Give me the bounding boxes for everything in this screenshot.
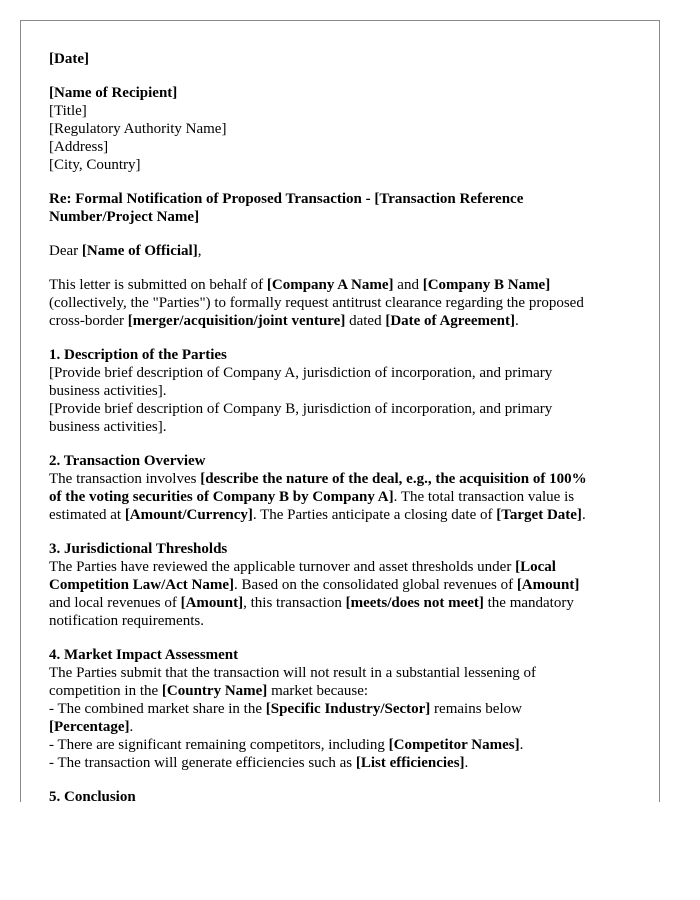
global-revenue-amount: [Amount]: [516, 577, 580, 593]
competitor-names: [Competitor Names]: [388, 737, 520, 753]
transaction-type: [merger/acquisition/joint venture]: [127, 313, 346, 329]
section-heading: 1. Description of the Parties: [49, 347, 227, 363]
plain-text: - There are significant remaining competitors, including: [49, 737, 389, 753]
bullet-item: [49, 700, 639, 718]
intro-line-1: [49, 276, 639, 294]
deal-description: of the voting securities of Company B by Company A]: [49, 489, 394, 505]
section-text: [Provide brief description of Company B, jurisdiction of incorporation, and primary: [49, 401, 553, 417]
competition-law-name: Competition Law/Act Name]: [49, 577, 234, 593]
plain-text: . Based on the consolidated global revenues of: [233, 577, 517, 593]
local-revenue-amount: [Amount]: [180, 595, 244, 611]
plain-text: . The Parties anticipate a closing date of: [252, 507, 497, 523]
section-market-impact: [49, 646, 639, 772]
plain-text: - The combined market share in the: [49, 701, 266, 717]
date-block: [49, 50, 639, 68]
subject-line: [49, 190, 639, 226]
intro-text: dated: [345, 313, 386, 329]
plain-text: The Parties have reviewed the applicable turnover and asset thresholds under: [49, 559, 516, 575]
section-text: [49, 576, 639, 594]
section-transaction-overview: [49, 452, 639, 524]
section-text: business activities].: [49, 419, 167, 435]
section-text: business activities].: [49, 383, 167, 399]
section-text: [49, 506, 639, 524]
recipient-name: [Name of Recipient]: [49, 85, 178, 101]
section-parties: [49, 346, 639, 436]
intro-line-3: [49, 312, 639, 330]
official-name: [Name of Official]: [81, 243, 198, 259]
subject-line-2: Number/Project Name]: [49, 209, 200, 225]
competition-law-name: [Local: [515, 559, 556, 575]
section-heading: 5. Conclusion: [49, 789, 136, 802]
industry-sector: [Specific Industry/Sector]: [265, 701, 431, 717]
plain-text: .: [464, 755, 469, 771]
salutation-line: [49, 242, 639, 260]
plain-text: - The transaction will generate efficiencies such as: [49, 755, 356, 771]
plain-text: competition in the: [49, 683, 162, 699]
amount-currency: [Amount/Currency]: [124, 507, 253, 523]
company-b-name: [Company B Name]: [422, 277, 551, 293]
section-text: [49, 488, 639, 506]
plain-text: The transaction involves: [49, 471, 201, 487]
recipient-authority: [Regulatory Authority Name]: [49, 121, 227, 137]
plain-text: and local revenues of: [49, 595, 181, 611]
salutation-suffix: ,: [197, 243, 202, 259]
plain-text: .: [581, 507, 586, 523]
plain-text: .: [519, 737, 524, 753]
plain-text: the mandatory: [483, 595, 574, 611]
section-jurisdictional-thresholds: [49, 540, 639, 630]
agreement-date: [Date of Agreement]: [385, 313, 515, 329]
threshold-status: [meets/does not meet]: [345, 595, 484, 611]
intro-text: This letter is submitted on behalf of: [49, 277, 267, 293]
section-heading: 2. Transaction Overview: [49, 453, 206, 469]
plain-text: remains below: [430, 701, 522, 717]
letter-date: [Date]: [49, 51, 89, 67]
recipient-city-country: [City, Country]: [49, 157, 141, 173]
recipient-block: [49, 84, 639, 174]
section-text: [49, 594, 639, 612]
market-share-percentage: [Percentage]: [49, 719, 130, 735]
efficiencies-list: [List efficiencies]: [355, 755, 465, 771]
section-text: [49, 682, 639, 700]
bullet-item-continued: [49, 718, 639, 736]
deal-description: [describe the nature of the deal, e.g., the acquisition of 100%: [200, 471, 587, 487]
letter-content: [49, 50, 639, 802]
bullet-item: [49, 736, 639, 754]
section-text: [49, 470, 639, 488]
section-conclusion: [49, 788, 639, 802]
bullet-item: [49, 754, 639, 772]
plain-text: .: [129, 719, 134, 735]
plain-text: market because:: [267, 683, 369, 699]
section-heading: 3. Jurisdictional Thresholds: [49, 541, 228, 557]
country-name: [Country Name]: [161, 683, 268, 699]
intro-paragraph: [49, 276, 639, 330]
section-text: [49, 558, 639, 576]
recipient-title: [Title]: [49, 103, 87, 119]
recipient-address: [Address]: [49, 139, 109, 155]
section-text: [Provide brief description of Company A, jurisdiction of incorporation, and primary: [49, 365, 553, 381]
salutation-prefix: Dear: [49, 243, 82, 259]
company-a-name: [Company A Name]: [266, 277, 394, 293]
salutation: [49, 242, 639, 260]
plain-text: . The total transaction value is: [393, 489, 575, 505]
section-text: The Parties submit that the transaction will not result in a substantial lessening of: [49, 665, 536, 681]
plain-text: estimated at: [49, 507, 125, 523]
intro-text: .: [515, 313, 519, 329]
target-date: [Target Date]: [496, 507, 582, 523]
letter-page: [20, 20, 660, 802]
section-text: notification requirements.: [49, 613, 204, 629]
intro-text: cross-border: [49, 313, 128, 329]
intro-text: and: [393, 277, 423, 293]
plain-text: , this transaction: [243, 595, 346, 611]
intro-line-2: (collectively, the "Parties") to formally request antitrust clearance regarding the proposed: [49, 295, 584, 311]
subject-line-1: Re: Formal Notification of Proposed Transaction - [Transaction Reference: [49, 191, 524, 207]
section-heading: 4. Market Impact Assessment: [49, 647, 239, 663]
